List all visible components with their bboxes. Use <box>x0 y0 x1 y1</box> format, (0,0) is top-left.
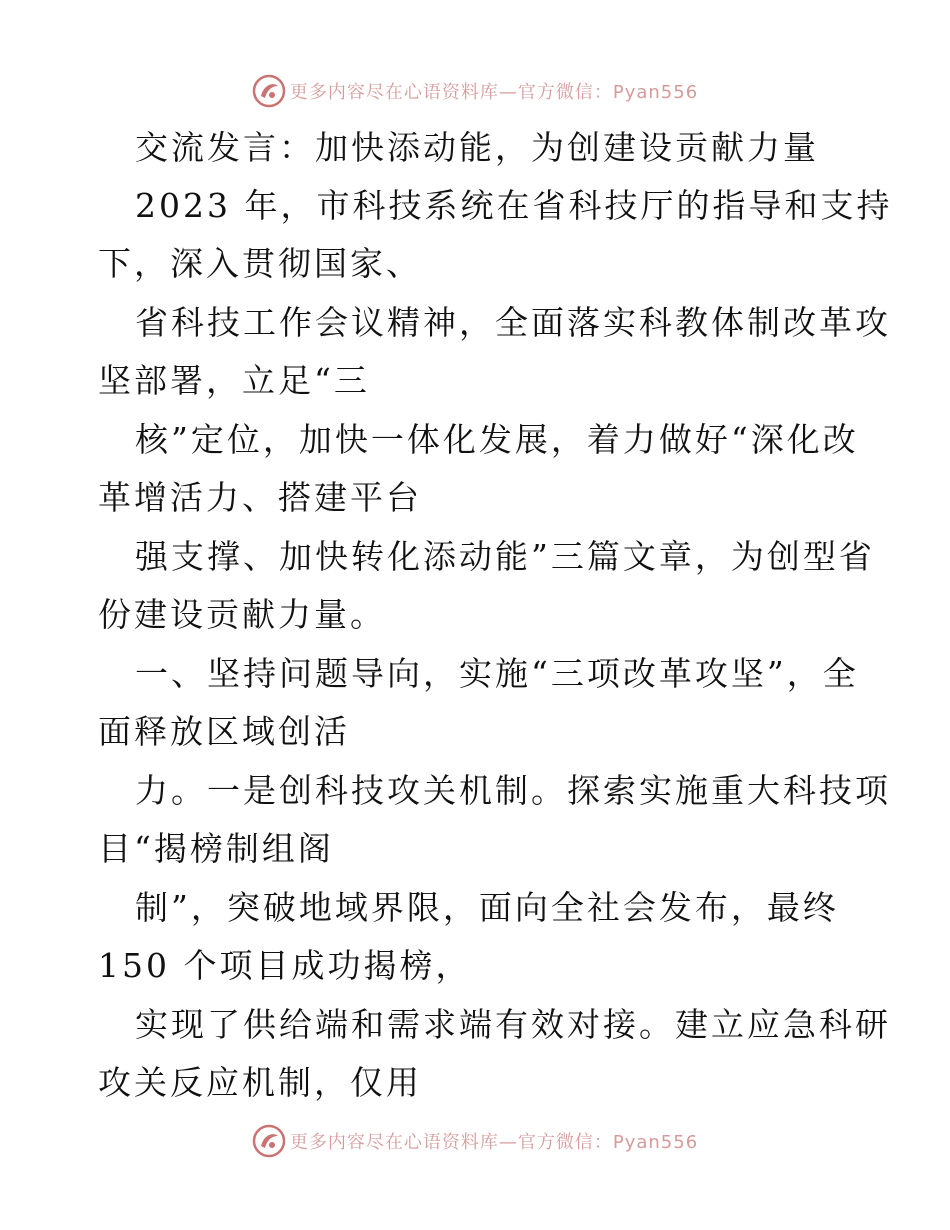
paragraph-line: 革增活力、搭建平台 <box>98 478 422 517</box>
paragraph-line: 2023 年，市科技系统在省科技厅的指导和支持 <box>135 186 893 225</box>
paragraph-line: 目“揭榜制组阁 <box>98 829 334 868</box>
paragraph-line: 攻关反应机制，仅用 <box>98 1063 422 1102</box>
paragraph-line: 下，深入贯彻国家、 <box>98 244 422 283</box>
header-watermark <box>0 71 950 111</box>
watermark-text: 更多内容尽在心语资料库—官方微信：Pyan556 <box>289 82 699 103</box>
paragraph-line: 强支撑、加快转化添动能”三篇文章，为创型省 <box>135 537 875 576</box>
paragraph-line: 坚部署，立足“三 <box>98 361 370 400</box>
watermark-text: 更多内容尽在心语资料库—官方微信：Pyan556 <box>289 1132 699 1153</box>
paragraph-line: 核”定位，加快一体化发展，着力做好“深化改 <box>135 420 859 459</box>
paragraph-line: 实现了供给端和需求端有效对接。建立应急科研 <box>135 1005 891 1044</box>
paragraph-line: 份建设贡献力量。 <box>98 595 386 634</box>
swirl-logo-icon <box>252 1124 286 1158</box>
paragraph-line: 150 个项目成功揭榜， <box>98 946 472 985</box>
section-heading-line: 一、坚持问题导向，实施“三项改革攻坚”，全 <box>135 654 859 693</box>
paragraph-line: 力。一是创科技攻关机制。探索实施重大科技项 <box>135 771 891 810</box>
paragraph-line: 省科技工作会议精神，全面落实科教体制改革攻 <box>135 303 891 342</box>
paragraph-line: 面释放区域创活 <box>98 712 350 751</box>
paragraph-line: 制”，突破地域界限，面向全社会发布，最终 <box>135 888 839 927</box>
swirl-logo-icon <box>252 74 286 108</box>
document-title: 交流发言：加快添动能，为创建设贡献力量 <box>135 128 819 167</box>
footer-watermark <box>0 1121 950 1161</box>
